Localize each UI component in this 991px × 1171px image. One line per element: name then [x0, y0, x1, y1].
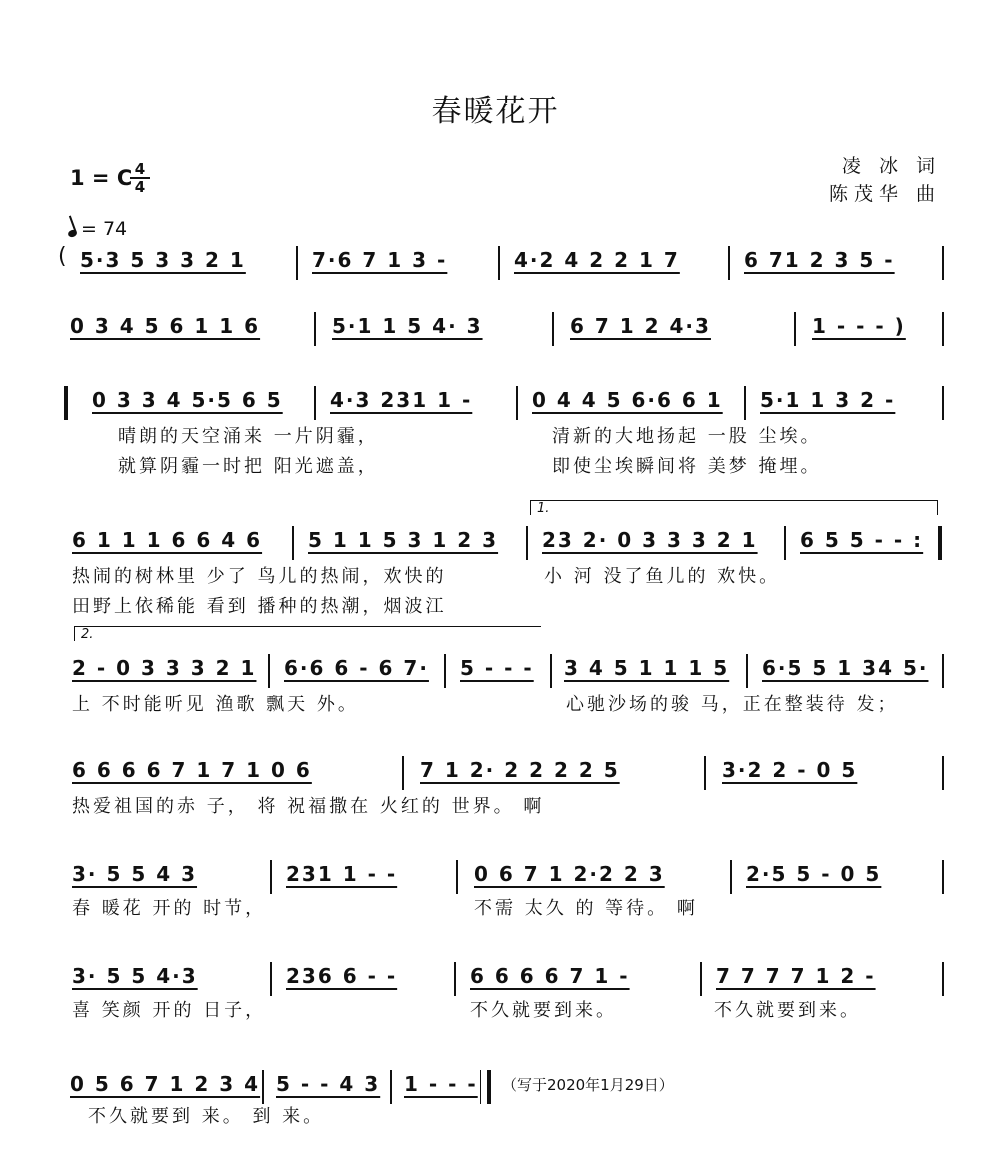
barline: [314, 312, 316, 346]
measure: 3 4 5 1 1 1 5: [564, 656, 730, 680]
measure: 5·1 1 5 4· 3: [332, 314, 483, 338]
measure: 3·2 2 - 0 5: [722, 758, 858, 782]
barline: [942, 312, 944, 346]
measure: 6 6 6 6 7 1 -: [470, 964, 630, 988]
tempo-value: = 74: [81, 218, 128, 240]
measure: 0 4 4 5 6·6 6 1: [532, 388, 723, 412]
lyric-verse1: 清新的大地扬起 一股 尘埃。: [552, 426, 822, 447]
barline: [942, 654, 944, 688]
open-paren: (: [58, 244, 67, 269]
barline: [794, 312, 796, 346]
lyric-verse1: 热闹的树林里 少了 鸟儿的热闹，欢快的: [72, 566, 447, 587]
measure: 1 - - - ): [812, 314, 906, 338]
repeat-end-sign: [930, 526, 942, 560]
barline: [390, 1070, 392, 1104]
measure: 6·5 5 1 34 5·: [762, 656, 929, 680]
tempo-marking: [68, 218, 127, 240]
lyric-verse2: 即使尘埃瞬间将 美梦 掩埋。: [552, 456, 822, 477]
lyric-line: 不久就要到来。: [470, 1000, 617, 1021]
final-barline: [480, 1070, 491, 1104]
measure: 6 71 2 3 5 -: [744, 248, 895, 272]
lyric-line: 春 暖花 开的 时节，: [72, 898, 267, 919]
barline: [746, 654, 748, 688]
measure: 5 - - 4 3: [276, 1072, 381, 1096]
barline: [270, 962, 272, 996]
credits: [829, 152, 941, 208]
lyric-verse2: 就算阴霾一时把 阳光遮盖，: [118, 456, 379, 477]
barline: [942, 386, 944, 420]
lyric-line: 不需 太久 的 等待。 啊: [474, 898, 698, 919]
volta-second-ending: 2.: [74, 626, 541, 641]
barline: [292, 526, 294, 560]
barline: [526, 526, 528, 560]
barline: [784, 526, 786, 560]
measure: 6 7 1 2 4·3: [570, 314, 711, 338]
measure: 4·2 4 2 2 1 7: [514, 248, 680, 272]
measure: 0 6 7 1 2·2 2 3: [474, 862, 665, 886]
measure: 7·6 7 1 3 -: [312, 248, 448, 272]
barline: [516, 386, 518, 420]
barline: [700, 962, 702, 996]
measure: 7 7 7 7 1 2 -: [716, 964, 876, 988]
lyric-verse1: 小 河 没了鱼儿的 欢快。: [544, 566, 781, 587]
measure: 5·1 1 3 2 -: [760, 388, 896, 412]
barline: [262, 1070, 264, 1104]
composition-date-note: （写于2020年1月29日）: [502, 1076, 674, 1094]
barline: [730, 860, 732, 894]
measure: 236 6 - -: [286, 964, 398, 988]
lyric-line: 上 不时能听见 渔歌 飘天 外。: [72, 694, 359, 715]
barline: [728, 246, 730, 280]
barline: [552, 312, 554, 346]
quarter-note-icon: [67, 229, 78, 239]
barline: [704, 756, 706, 790]
song-title: 春暖花开: [431, 94, 560, 129]
lyric-verse2: 田野上依稀能 看到 播种的热潮，烟波江: [72, 596, 447, 617]
lyricist-credit: 凌 冰 词: [841, 155, 941, 177]
measure: 0 3 4 5 6 1 1 6: [70, 314, 261, 338]
barline: [314, 386, 316, 420]
barline: [942, 756, 944, 790]
measure: 6 5 5 - - :: [800, 528, 924, 552]
lyric-line: 心驰沙场的骏 马，正在整装待 发；: [566, 694, 899, 715]
time-signature-top: 4: [134, 160, 146, 178]
barline: [402, 756, 404, 790]
barline: [296, 246, 298, 280]
barline: [454, 962, 456, 996]
time-signature: [130, 161, 150, 195]
barline: [444, 654, 446, 688]
measure: 6 6 6 6 7 1 7 1 0 6: [72, 758, 312, 782]
composer-credit: 陈茂华 曲: [828, 183, 941, 205]
lyric-line: 热爱祖国的赤 子， 将 祝福撒在 火红的 世界。 啊: [72, 796, 545, 817]
measure: 5·3 5 3 3 2 1: [80, 248, 246, 272]
measure: 7 1 2· 2 2 2 2 5: [420, 758, 620, 782]
barline: [268, 654, 270, 688]
barline: [550, 654, 552, 688]
measure: 4·3 231 1 -: [330, 388, 473, 412]
measure: 3· 5 5 4·3: [72, 964, 198, 988]
measure: 6·6 6 - 6 7·: [284, 656, 429, 680]
measure: 231 1 - -: [286, 862, 398, 886]
repeat-start-sign: [64, 386, 76, 420]
barline: [456, 860, 458, 894]
measure: 3· 5 5 4 3: [72, 862, 198, 886]
barline: [270, 860, 272, 894]
key-signature: 1 = C: [70, 166, 133, 190]
time-signature-bottom: 4: [130, 177, 150, 195]
measure: 0 5 6 7 1 2 3 4: [70, 1072, 261, 1096]
measure: 5 - - -: [460, 656, 534, 680]
barline: [942, 246, 944, 280]
measure: 2 - 0 3 3 3 2 1: [72, 656, 257, 680]
lyric-line: 喜 笑颜 开的 日子，: [72, 1000, 267, 1021]
barline: [942, 860, 944, 894]
barline: [744, 386, 746, 420]
measure: 1 - - -: [404, 1072, 478, 1096]
measure: 23 2· 0 3 3 3 2 1: [542, 528, 758, 552]
barline: [498, 246, 500, 280]
measure: 5 1 1 5 3 1 2 3: [308, 528, 499, 552]
barline: [942, 962, 944, 996]
measure: 6 1 1 1 6 6 4 6: [72, 528, 263, 552]
volta-first-ending: 1.: [530, 500, 938, 515]
measure: 0 3 3 4 5·5 6 5: [92, 388, 283, 412]
measure: 2·5 5 - 0 5: [746, 862, 882, 886]
lyric-line: 不久就要到 来。 到 来。: [88, 1106, 325, 1127]
lyric-line: 不久就要到来。: [714, 1000, 861, 1021]
lyric-verse1: 晴朗的天空涌来 一片阴霾，: [118, 426, 379, 447]
